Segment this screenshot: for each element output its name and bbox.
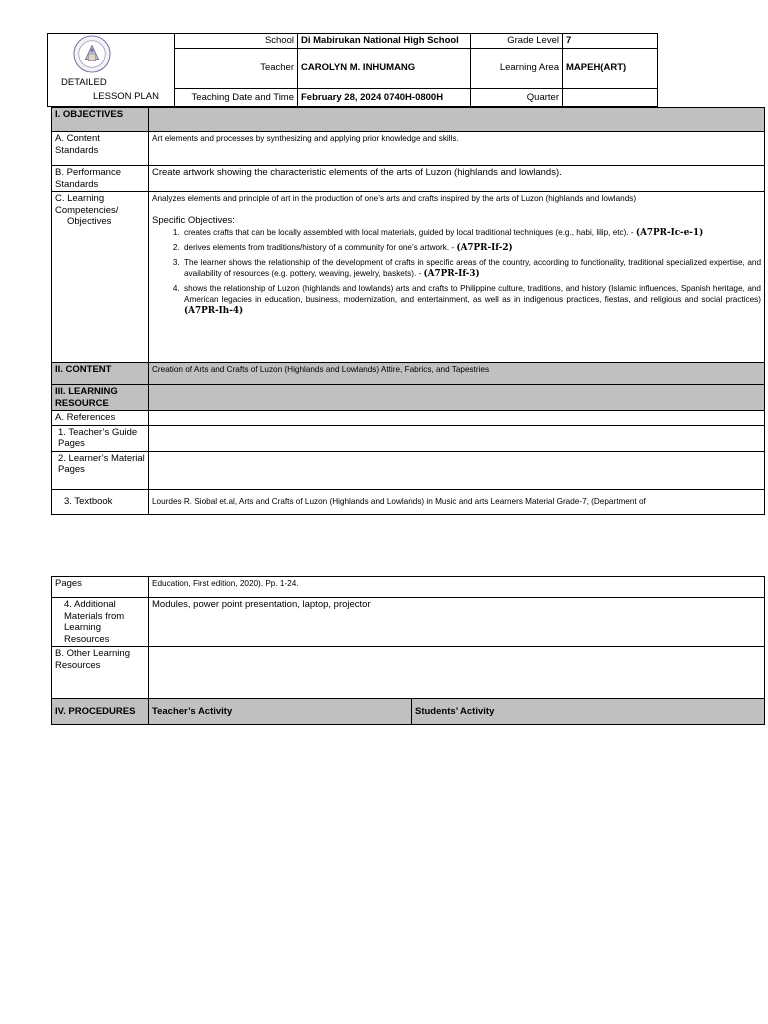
additional-materials-label: 4. Additional Materials from Learning Resources [52, 598, 149, 647]
list-item: 4. shows the relationship of Luzon (highlands and lowlands) arts and crafts to Philippine culture, traditions, and history (Islamic influences, Spanish heritage, and American legacies in education, business, modernization, and entertainment, as well as in indigenous practices, fiestas, and religious and social practices) (A7PR-Ih-4) [182, 283, 761, 317]
content-standards-label: A. Content Standards [52, 132, 149, 166]
teaching-date-value: February 28, 2024 0740H-0800H [298, 88, 471, 106]
performance-standards-label: B. Performance Standards [52, 166, 149, 192]
textbook-text: Lourdes R. Siobal et.al, Arts and Crafts of Luzon (Highlands and Lowlands) in Music and arts Learners Material Grade-7, (Department of [149, 489, 765, 514]
list-item: 1. creates crafts that can be locally assembled with local materials, guided by local traditional techniques (e.g., habi, lilip, etc). - (A7PR-Ic-e-1) [182, 227, 761, 239]
competencies-label [52, 192, 149, 363]
teaching-date-label: Teaching Date and Time [175, 88, 298, 106]
teachers-activity-heading: Teacher’s Activity [149, 699, 412, 725]
header-table [47, 33, 658, 107]
quarter-value [563, 88, 658, 106]
logo-cell [48, 34, 175, 107]
list-item: 2. derives elements from traditions/history of a community for one’s artwork. - (A7PR-If-2) [182, 242, 761, 254]
objectives-heading: I. OBJECTIVES [52, 108, 149, 132]
school-label: School [175, 34, 298, 49]
list-item: 3. The learner shows the relationship of the development of crafts in specific areas of the country, according to functionality, traditional specialized expertise, and availability of resources (e.g. pottery, weaving, jewelry, baskets). - (A7PR-If-3) [182, 257, 761, 280]
specific-objectives-list [152, 227, 761, 317]
grade-level-label: Grade Level [471, 34, 563, 49]
title-line-1: DETAILED [61, 77, 107, 88]
teacher-label: Teacher [175, 48, 298, 88]
learning-area-label: Learning Area [471, 48, 563, 88]
teacher-value: CAROLYN M. INHUMANG [298, 48, 471, 88]
pages-text: Education, First edition, 2020). Pp. 1-24. [149, 577, 765, 598]
competencies-label-line2: Objectives [67, 216, 112, 227]
school-value: Di Mabirukan National High School [298, 34, 471, 49]
title-line-2: LESSON PLAN [93, 91, 159, 102]
students-activity-heading: Students’ Activity [412, 699, 765, 725]
grade-level-value: 7 [563, 34, 658, 49]
lesson-plan-table-continued [51, 576, 765, 725]
competencies-cell [149, 192, 765, 363]
performance-standards-text: Create artwork showing the characteristic elements of the arts of Luzon (highlands and lowlands). [149, 166, 765, 192]
teachers-guide-label: 1. Teacher’s Guide Pages [52, 425, 149, 451]
competencies-text: Analyzes elements and principle of art in the production of one’s arts and crafts inspired by the arts of Luzon (highlands and lowlands) [152, 194, 637, 203]
learning-resource-heading: III. LEARNING RESOURCE [52, 385, 149, 411]
content-standards-text: Art elements and processes by synthesizing and applying prior knowledge and skills. [149, 132, 765, 166]
content-text: Creation of Arts and Crafts of Luzon (Highlands and Lowlands) Attire, Fabrics, and Tapestries [149, 363, 765, 385]
pages-label: Pages [52, 577, 149, 598]
learning-area-value: MAPEH(ART) [563, 48, 658, 88]
learners-material-label: 2. Learner’s Material Pages [52, 451, 149, 489]
procedures-heading: IV. PROCEDURES [52, 699, 149, 725]
specific-objectives-title: Specific Objectives: [152, 215, 235, 226]
lesson-plan-table [51, 107, 765, 515]
quarter-label: Quarter [471, 88, 563, 106]
content-heading: II. CONTENT [52, 363, 149, 385]
references-label: A. References [52, 411, 149, 426]
competencies-label-line1: C. Learning Competencies/ [55, 193, 119, 216]
additional-materials-text: Modules, power point presentation, laptop, projector [149, 598, 765, 647]
textbook-label: 3. Textbook [52, 489, 149, 514]
deped-seal-icon [73, 35, 111, 73]
other-resources-label: B. Other Learning Resources [52, 647, 149, 699]
